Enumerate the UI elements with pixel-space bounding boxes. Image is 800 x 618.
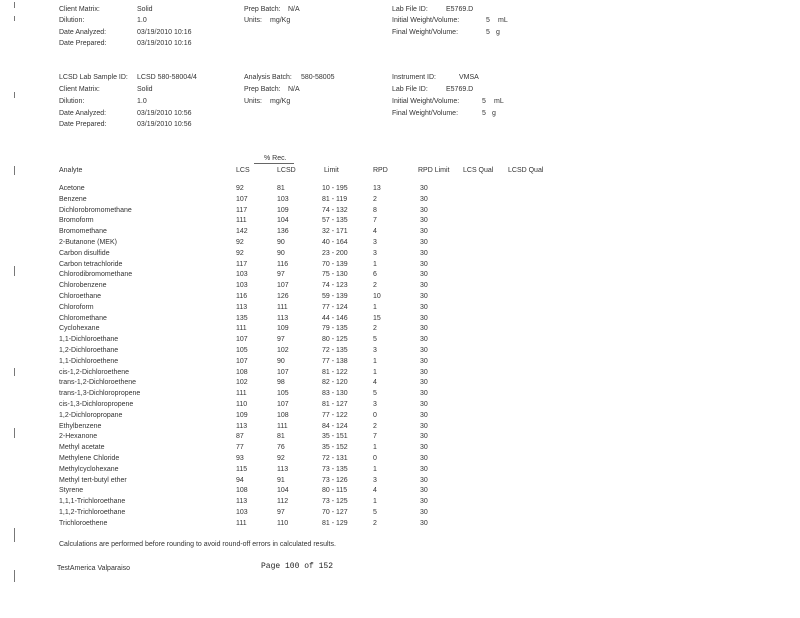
header-rule xyxy=(254,163,294,164)
cell-rpd: 15 xyxy=(373,314,381,322)
cell-rpd-limit: 30 xyxy=(420,455,428,462)
cell-analyte: Bromoform xyxy=(59,217,94,225)
client-matrix-label: Client Matrix: xyxy=(59,6,100,13)
cell-rpd: 4 xyxy=(373,379,377,387)
table-row xyxy=(0,346,800,357)
cell-rpd: 3 xyxy=(373,347,377,354)
dilution-value: 1.0 xyxy=(137,17,147,24)
cell-analyte: Benzene xyxy=(59,195,87,203)
cell-limit: 81 - 119 xyxy=(322,195,348,203)
cell-limit: 82 - 120 xyxy=(322,379,348,387)
scan-mark xyxy=(14,528,15,542)
cell-limit: 73 - 125 xyxy=(322,498,348,506)
cell-limit: 84 - 124 xyxy=(322,422,348,430)
final-weight-unit: g xyxy=(496,29,500,36)
instrument-id-label: Instrument ID: xyxy=(392,74,436,81)
cell-lcsd: 98 xyxy=(277,379,285,387)
scan-mark xyxy=(14,16,15,21)
lab-file-id-value: E5769.D xyxy=(446,6,474,13)
table-row xyxy=(0,508,800,519)
cell-rpd-limit: 30 xyxy=(420,228,428,236)
cell-limit: 73 - 135 xyxy=(322,465,348,473)
cell-lcsd: 109 xyxy=(277,325,289,333)
cell-rpd-limit: 30 xyxy=(420,433,428,441)
cell-lcsd: 136 xyxy=(277,228,289,236)
units-label: Units: xyxy=(244,98,262,105)
prep-batch-value: N/A xyxy=(288,86,300,93)
cell-lcs: 92 xyxy=(236,249,244,257)
prep-batch-label: Prep Batch: xyxy=(244,86,281,93)
cell-rpd-limit: 30 xyxy=(420,487,428,495)
cell-lcsd: 126 xyxy=(277,293,289,300)
cell-analyte: 1,1-Dichloroethane xyxy=(59,336,119,344)
cell-rpd-limit: 30 xyxy=(420,303,428,311)
date-prepared-value: 03/19/2010 10:16 xyxy=(137,40,192,47)
cell-rpd: 1 xyxy=(373,465,377,473)
lab-file-id-value: E5769.D xyxy=(446,86,474,93)
analysis-batch-label: Analysis Batch: xyxy=(244,74,292,81)
cell-lcsd: 91 xyxy=(277,476,285,484)
table-row xyxy=(0,195,800,206)
lcsd-sample-id-label: LCSD Lab Sample ID: xyxy=(59,74,128,81)
col-lcs: LCS xyxy=(236,167,250,174)
analysis-batch-value: 580-58005 xyxy=(301,74,335,81)
cell-limit: 79 - 135 xyxy=(322,325,348,333)
cell-rpd: 0 xyxy=(373,411,377,419)
date-prepared-value: 03/19/2010 10:56 xyxy=(137,121,192,128)
final-weight-value: 5 xyxy=(482,110,486,117)
cell-lcs: 103 xyxy=(236,282,248,290)
table-row xyxy=(0,292,800,303)
cell-lcs: 113 xyxy=(236,422,248,430)
table-row xyxy=(0,281,800,292)
lcsd-sample-id-value: LCSD 580-58004/4 xyxy=(137,74,197,81)
cell-limit: 81 - 127 xyxy=(322,401,348,408)
lab-file-id-label: Lab File ID: xyxy=(392,6,428,13)
cell-rpd: 1 xyxy=(373,368,377,376)
initial-weight-label: Initial Weight/Volume: xyxy=(392,17,460,24)
cell-rpd: 7 xyxy=(373,217,377,225)
cell-rpd: 3 xyxy=(373,249,377,257)
table-row xyxy=(0,465,800,476)
date-prepared-label: Date Prepared: xyxy=(59,40,107,47)
cell-lcsd: 116 xyxy=(277,260,289,268)
cell-analyte: 1,2-Dichloropropane xyxy=(59,411,123,419)
cell-limit: 75 - 130 xyxy=(322,271,348,279)
date-analyzed-value: 03/19/2010 10:56 xyxy=(137,110,192,117)
units-label: Units: xyxy=(244,17,262,24)
cell-analyte: Chlorobenzene xyxy=(59,282,107,290)
table-row xyxy=(0,249,800,260)
units-value: mg/Kg xyxy=(270,98,291,105)
cell-limit: 10 - 195 xyxy=(322,185,348,192)
cell-lcsd: 102 xyxy=(277,347,289,354)
cell-lcs: 92 xyxy=(236,239,244,246)
cell-lcs: 87 xyxy=(236,433,244,441)
cell-analyte: Chloromethane xyxy=(59,314,107,322)
cell-rpd-limit: 30 xyxy=(420,206,428,214)
cell-lcsd: 90 xyxy=(277,249,285,257)
cell-rpd: 5 xyxy=(373,390,377,398)
cell-rpd-limit: 30 xyxy=(420,401,428,408)
table-row xyxy=(0,454,800,465)
cell-limit: 44 - 146 xyxy=(322,314,348,322)
cell-rpd: 1 xyxy=(373,303,377,311)
cell-limit: 35 - 151 xyxy=(322,433,348,441)
cell-analyte: trans-1,2-Dichloroethene xyxy=(59,379,137,387)
table-row xyxy=(0,519,800,530)
cell-lcsd: 104 xyxy=(277,217,289,225)
table-row xyxy=(0,411,800,422)
cell-analyte: Ethylbenzene xyxy=(59,422,102,430)
lab-file-id-label: Lab File ID: xyxy=(392,86,428,93)
cell-limit: 70 - 127 xyxy=(322,509,348,516)
cell-lcsd: 111 xyxy=(277,303,288,311)
cell-limit: 23 - 200 xyxy=(322,249,348,257)
cell-lcsd: 92 xyxy=(277,455,285,462)
cell-limit: 72 - 131 xyxy=(322,455,348,462)
cell-rpd: 1 xyxy=(373,357,377,365)
cell-lcs: 117 xyxy=(236,206,248,214)
cell-rpd: 2 xyxy=(373,519,377,527)
cell-rpd-limit: 30 xyxy=(420,314,428,322)
table-row xyxy=(0,400,800,411)
cell-rpd-limit: 30 xyxy=(420,444,428,452)
cell-rpd: 2 xyxy=(373,282,377,290)
cell-lcsd: 107 xyxy=(277,368,289,376)
cell-analyte: Methyl acetate xyxy=(59,444,105,452)
dilution-value: 1.0 xyxy=(137,98,147,105)
date-analyzed-label: Date Analyzed: xyxy=(59,110,107,117)
cell-lcs: 111 xyxy=(236,390,247,398)
date-prepared-label: Date Prepared: xyxy=(59,121,107,128)
table-row xyxy=(0,260,800,271)
cell-limit: 77 - 138 xyxy=(322,357,348,365)
cell-rpd: 5 xyxy=(373,336,377,344)
cell-rpd-limit: 30 xyxy=(420,379,428,387)
cell-analyte: Carbon disulfide xyxy=(59,249,110,257)
cell-analyte: Chloroethane xyxy=(59,293,102,300)
table-row xyxy=(0,324,800,335)
cell-rpd-limit: 30 xyxy=(420,293,428,300)
cell-lcsd: 97 xyxy=(277,509,285,516)
cell-rpd-limit: 30 xyxy=(420,411,428,419)
cell-analyte: 1,2-Dichloroethane xyxy=(59,347,119,354)
cell-lcsd: 111 xyxy=(277,422,288,430)
initial-weight-unit: mL xyxy=(498,17,508,24)
prep-batch-value: N/A xyxy=(288,6,300,13)
cell-rpd-limit: 30 xyxy=(420,185,428,192)
footer-company: TestAmerica Valparaiso xyxy=(57,565,131,572)
dilution-label: Dilution: xyxy=(59,17,85,24)
cell-lcsd: 76 xyxy=(277,444,285,452)
cell-rpd: 2 xyxy=(373,325,377,333)
cell-analyte: 1,1,1-Trichloroethane xyxy=(59,498,126,506)
cell-rpd-limit: 30 xyxy=(420,465,428,473)
cell-rpd: 6 xyxy=(373,271,377,279)
final-weight-label: Final Weight/Volume: xyxy=(392,29,459,36)
cell-lcs: 105 xyxy=(236,347,248,354)
cell-analyte: Acetone xyxy=(59,185,85,192)
cell-rpd-limit: 30 xyxy=(420,357,428,365)
cell-lcsd: 107 xyxy=(277,282,289,290)
table-row xyxy=(0,216,800,227)
cell-limit: 70 - 139 xyxy=(322,260,348,268)
footer-page-number: Page 100 of 152 xyxy=(261,562,334,571)
table-row xyxy=(0,497,800,508)
scan-mark xyxy=(14,2,15,8)
instrument-id-value: VMSA xyxy=(459,74,479,81)
client-matrix-value: Solid xyxy=(137,86,153,93)
cell-rpd: 2 xyxy=(373,195,377,203)
cell-rpd-limit: 30 xyxy=(420,347,428,354)
cell-lcsd: 97 xyxy=(277,271,285,279)
cell-lcs: 92 xyxy=(236,185,244,192)
cell-limit: 72 - 135 xyxy=(322,347,348,354)
cell-analyte: Bromomethane xyxy=(59,228,107,236)
table-row xyxy=(0,389,800,400)
cell-limit: 57 - 135 xyxy=(322,217,348,225)
cell-limit: 74 - 123 xyxy=(322,282,348,290)
cell-limit: 32 - 171 xyxy=(322,228,348,236)
table-row xyxy=(0,378,800,389)
cell-lcs: 108 xyxy=(236,487,248,495)
cell-analyte: Styrene xyxy=(59,487,84,495)
cell-analyte: Dichlorobromomethane xyxy=(59,206,132,214)
cell-lcsd: 113 xyxy=(277,314,289,322)
cell-rpd-limit: 30 xyxy=(420,271,428,279)
cell-limit: 35 - 152 xyxy=(322,444,348,452)
cell-lcs: 115 xyxy=(236,465,248,473)
final-weight-unit: g xyxy=(492,110,496,117)
cell-rpd-limit: 30 xyxy=(420,509,428,516)
cell-limit: 73 - 126 xyxy=(322,476,348,484)
cell-limit: 74 - 132 xyxy=(322,206,348,214)
cell-lcs: 103 xyxy=(236,271,248,279)
cell-analyte: 2-Butanone (MEK) xyxy=(59,239,117,246)
cell-rpd: 13 xyxy=(373,185,381,192)
cell-lcsd: 97 xyxy=(277,336,285,344)
table-row xyxy=(0,270,800,281)
cell-lcsd: 112 xyxy=(277,498,289,506)
cell-rpd-limit: 30 xyxy=(420,217,428,225)
table-row xyxy=(0,476,800,487)
cell-lcsd: 108 xyxy=(277,411,289,419)
table-row xyxy=(0,443,800,454)
cell-lcs: 93 xyxy=(236,455,244,462)
initial-weight-unit: mL xyxy=(494,98,504,105)
cell-rpd-limit: 30 xyxy=(420,390,428,398)
cell-lcsd: 104 xyxy=(277,487,289,495)
cell-rpd-limit: 30 xyxy=(420,325,428,333)
cell-analyte: cis-1,2-Dichloroethene xyxy=(59,368,130,376)
cell-limit: 81 - 129 xyxy=(322,519,348,527)
cell-rpd: 1 xyxy=(373,444,377,452)
cell-lcsd: 109 xyxy=(277,206,289,214)
table-row xyxy=(0,184,800,195)
cell-limit: 40 - 164 xyxy=(322,239,348,246)
table-row xyxy=(0,227,800,238)
col-limit: Limit xyxy=(324,167,339,174)
cell-rpd-limit: 30 xyxy=(420,519,428,527)
cell-rpd-limit: 30 xyxy=(420,239,428,246)
prep-batch-label: Prep Batch: xyxy=(244,6,281,13)
scan-mark xyxy=(14,166,15,175)
cell-limit: 81 - 122 xyxy=(322,368,348,376)
cell-rpd: 4 xyxy=(373,487,377,495)
cell-rpd-limit: 30 xyxy=(420,422,428,430)
cell-lcs: 117 xyxy=(236,260,248,268)
initial-weight-value: 5 xyxy=(482,98,486,105)
scan-mark xyxy=(14,92,15,98)
cell-lcs: 102 xyxy=(236,379,248,387)
date-analyzed-value: 03/19/2010 10:16 xyxy=(137,29,192,36)
initial-weight-value: 5 xyxy=(486,17,490,24)
initial-weight-label: Initial Weight/Volume: xyxy=(392,98,460,105)
cell-rpd-limit: 30 xyxy=(420,336,428,344)
cell-rpd-limit: 30 xyxy=(420,476,428,484)
table-row xyxy=(0,422,800,433)
cell-lcs: 111 xyxy=(236,217,247,225)
cell-analyte: trans-1,3-Dichloropropene xyxy=(59,390,141,398)
col-lcsd-qual: LCSD Qual xyxy=(508,167,544,174)
cell-rpd-limit: 30 xyxy=(420,498,428,506)
cell-limit: 80 - 125 xyxy=(322,336,348,344)
cell-limit: 83 - 130 xyxy=(322,390,348,398)
cell-lcs: 107 xyxy=(236,195,248,203)
cell-lcsd: 90 xyxy=(277,357,285,365)
cell-limit: 77 - 124 xyxy=(322,303,348,311)
cell-rpd: 2 xyxy=(373,422,377,430)
cell-lcsd: 113 xyxy=(277,465,289,473)
cell-rpd: 7 xyxy=(373,433,377,441)
cell-lcsd: 81 xyxy=(277,433,285,441)
cell-limit: 59 - 139 xyxy=(322,293,348,300)
cell-rpd-limit: 30 xyxy=(420,368,428,376)
cell-limit: 80 - 115 xyxy=(322,487,348,495)
cell-rpd: 0 xyxy=(373,455,377,462)
client-matrix-value: Solid xyxy=(137,6,153,13)
scan-mark xyxy=(14,570,15,582)
table-row xyxy=(0,357,800,368)
cell-lcs: 110 xyxy=(236,401,248,408)
cell-analyte: Chloroform xyxy=(59,303,94,311)
dilution-label: Dilution: xyxy=(59,98,85,105)
cell-rpd: 10 xyxy=(373,293,381,300)
table-row xyxy=(0,206,800,217)
cell-lcsd: 81 xyxy=(277,185,285,192)
table-row xyxy=(0,303,800,314)
cell-lcs: 77 xyxy=(236,444,244,452)
cell-lcsd: 105 xyxy=(277,390,289,398)
cell-lcsd: 103 xyxy=(277,195,289,203)
col-lcsd: LCSD xyxy=(277,167,296,174)
cell-analyte: 2-Hexanone xyxy=(59,433,98,441)
cell-analyte: Chlorodibromomethane xyxy=(59,271,133,279)
cell-lcs: 103 xyxy=(236,509,248,516)
cell-analyte: 1,1,2-Trichloroethane xyxy=(59,509,126,516)
cell-rpd: 4 xyxy=(373,228,377,236)
cell-rpd: 8 xyxy=(373,206,377,214)
cell-analyte: cis-1,3-Dichloropropene xyxy=(59,401,134,408)
units-value: mg/Kg xyxy=(270,17,291,24)
cell-lcs: 142 xyxy=(236,228,248,236)
cell-rpd-limit: 30 xyxy=(420,282,428,290)
cell-lcs: 135 xyxy=(236,314,248,322)
cell-lcs: 107 xyxy=(236,357,248,365)
cell-limit: 77 - 122 xyxy=(322,411,348,419)
table-row xyxy=(0,368,800,379)
cell-lcs: 109 xyxy=(236,411,248,419)
cell-lcsd: 90 xyxy=(277,239,285,246)
table-row xyxy=(0,486,800,497)
cell-rpd-limit: 30 xyxy=(420,249,428,257)
cell-lcs: 94 xyxy=(236,476,244,484)
cell-lcsd: 110 xyxy=(277,519,289,527)
table-row xyxy=(0,314,800,325)
cell-analyte: 1,1-Dichloroethene xyxy=(59,357,119,365)
client-matrix-label: Client Matrix: xyxy=(59,86,100,93)
cell-rpd: 3 xyxy=(373,476,377,484)
cell-rpd: 3 xyxy=(373,401,377,408)
cell-lcs: 113 xyxy=(236,303,248,311)
final-weight-value: 5 xyxy=(486,29,490,36)
cell-rpd: 1 xyxy=(373,498,377,506)
cell-rpd: 1 xyxy=(373,260,377,268)
cell-rpd-limit: 30 xyxy=(420,260,428,268)
calculation-footnote: Calculations are performed before rounding to avoid round-off errors in calculated results. xyxy=(59,541,336,548)
table-row xyxy=(0,432,800,443)
cell-analyte: Trichloroethene xyxy=(59,519,108,527)
cell-analyte: Methylene Chloride xyxy=(59,455,120,462)
final-weight-label: Final Weight/Volume: xyxy=(392,110,459,117)
cell-analyte: Cyclohexane xyxy=(59,325,100,333)
table-row xyxy=(0,238,800,249)
cell-rpd: 3 xyxy=(373,239,377,246)
cell-rpd-limit: 30 xyxy=(420,195,428,203)
cell-analyte: Carbon tetrachloride xyxy=(59,260,123,268)
date-analyzed-label: Date Analyzed: xyxy=(59,29,107,36)
col-lcs-qual: LCS Qual xyxy=(463,167,494,174)
col-rpd: RPD xyxy=(373,167,388,174)
col-rpd-limit: RPD Limit xyxy=(418,167,450,174)
cell-lcs: 116 xyxy=(236,293,248,300)
cell-lcs: 108 xyxy=(236,368,248,376)
cell-lcs: 111 xyxy=(236,519,247,527)
col-analyte: Analyte xyxy=(59,167,83,174)
cell-lcs: 107 xyxy=(236,336,248,344)
table-row xyxy=(0,335,800,346)
cell-lcs: 113 xyxy=(236,498,248,506)
cell-analyte: Methylcyclohexane xyxy=(59,465,119,473)
percent-recovery-group-header: % Rec. xyxy=(264,155,287,162)
cell-lcsd: 107 xyxy=(277,401,289,408)
cell-analyte: Methyl tert-butyl ether xyxy=(59,476,127,484)
cell-lcs: 111 xyxy=(236,325,247,333)
cell-rpd: 5 xyxy=(373,509,377,516)
